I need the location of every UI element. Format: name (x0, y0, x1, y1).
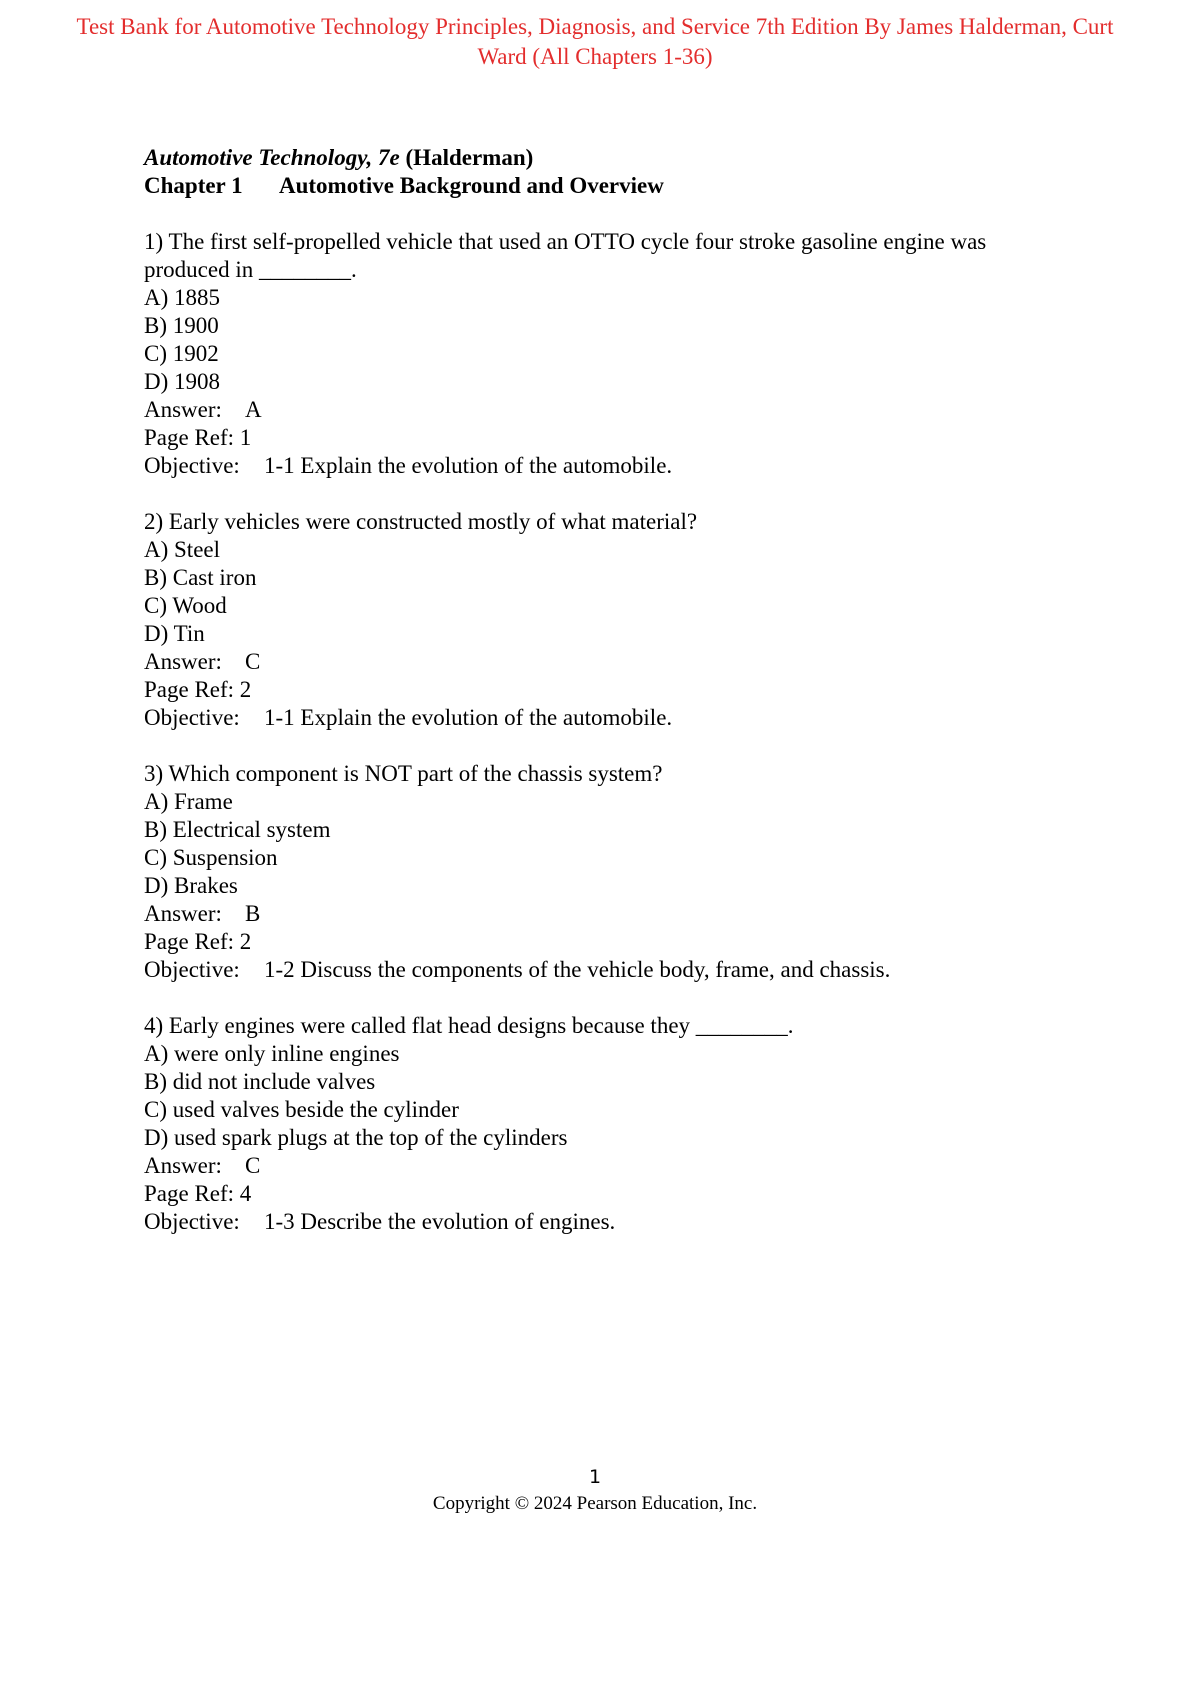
answer-label: Answer: (144, 1153, 222, 1178)
page-number: 1 (588, 1466, 602, 1488)
answer-line (144, 900, 1064, 928)
answer-option: C) Suspension (144, 845, 278, 870)
chapter-number: Chapter 1 (144, 173, 243, 198)
question-block (144, 760, 1064, 984)
answer-option: D) 1908 (144, 369, 221, 394)
document-banner: Test Bank for Automotive Technology Principles, Diagnosis, and Service 7th Edition By James Halderman, Curt Ward (All Chapters 1-36) (76, 14, 1114, 69)
question-text: The first self-propelled vehicle that used an OTTO cycle four stroke gasoline engine was produced in ________. (144, 229, 992, 282)
answer-option: D) Tin (144, 621, 205, 646)
answer-label: Answer: (144, 649, 222, 674)
answer-option: C) 1902 (144, 341, 219, 366)
answer-label: Answer: (144, 901, 222, 926)
question-number: 2) (144, 509, 164, 534)
book-title: Automotive Technology, 7e (144, 145, 400, 170)
answer-option: D) Brakes (144, 873, 238, 898)
answer-option: B) did not include valves (144, 1069, 376, 1094)
answer-option: C) used valves beside the cylinder (144, 1097, 459, 1122)
book-title-line (144, 144, 1064, 172)
objective-label: Objective: (144, 453, 240, 478)
question-text: Early engines were called flat head designs because they ________. (168, 1013, 794, 1038)
question-block (144, 1012, 1064, 1236)
document-content (144, 144, 1064, 1236)
page-ref: Page Ref: 2 (144, 677, 252, 702)
objective-label: Objective: (144, 957, 240, 982)
objective-label: Objective: (144, 705, 240, 730)
question-stem (144, 760, 1064, 788)
answer-line (144, 648, 1064, 676)
chapter-heading (144, 172, 1064, 200)
answer-label: Answer: (144, 397, 222, 422)
answer-option: C) Wood (144, 593, 227, 618)
question-number: 3) (144, 761, 164, 786)
answer-value: C (245, 1153, 261, 1178)
copyright-notice: Copyright © 2024 Pearson Education, Inc. (432, 1493, 758, 1514)
page-ref: Page Ref: 4 (144, 1181, 252, 1206)
objective-line (144, 956, 1064, 984)
answer-option: B) Cast iron (144, 565, 257, 590)
question-list (144, 228, 1064, 1236)
question-text: Early vehicles were constructed mostly of what material? (168, 509, 698, 534)
answer-value: C (245, 649, 261, 674)
answer-option: B) 1900 (144, 313, 219, 338)
objective-text: 1-3 Describe the evolution of engines. (264, 1209, 616, 1234)
answer-value: A (245, 397, 262, 422)
question-block (144, 228, 1064, 480)
objective-line (144, 452, 1064, 480)
page-ref: Page Ref: 1 (144, 425, 252, 450)
answer-option: A) were only inline engines (144, 1041, 400, 1066)
objective-line (144, 704, 1064, 732)
answer-option: B) Electrical system (144, 817, 331, 842)
question-number: 4) (144, 1013, 164, 1038)
page-ref: Page Ref: 2 (144, 929, 252, 954)
question-block (144, 508, 1064, 732)
answer-line (144, 1152, 1064, 1180)
answer-option: D) used spark plugs at the top of the cylinders (144, 1125, 568, 1150)
answer-option: A) 1885 (144, 285, 221, 310)
book-author: (Halderman) (405, 145, 534, 170)
chapter-title: Automotive Background and Overview (279, 173, 664, 198)
objective-text: 1-1 Explain the evolution of the automobile. (264, 705, 673, 730)
answer-option: A) Steel (144, 537, 221, 562)
question-stem (144, 508, 1064, 536)
answer-line (144, 396, 1064, 424)
objective-label: Objective: (144, 1209, 240, 1234)
objective-text: 1-2 Discuss the components of the vehicle body, frame, and chassis. (264, 957, 891, 982)
question-stem (144, 228, 1064, 284)
question-text: Which component is NOT part of the chassis system? (168, 761, 663, 786)
answer-option: A) Frame (144, 789, 233, 814)
question-stem (144, 1012, 1064, 1040)
objective-line (144, 1208, 1064, 1236)
objective-text: 1-1 Explain the evolution of the automobile. (264, 453, 673, 478)
question-number: 1) (144, 229, 164, 254)
answer-value: B (245, 901, 261, 926)
